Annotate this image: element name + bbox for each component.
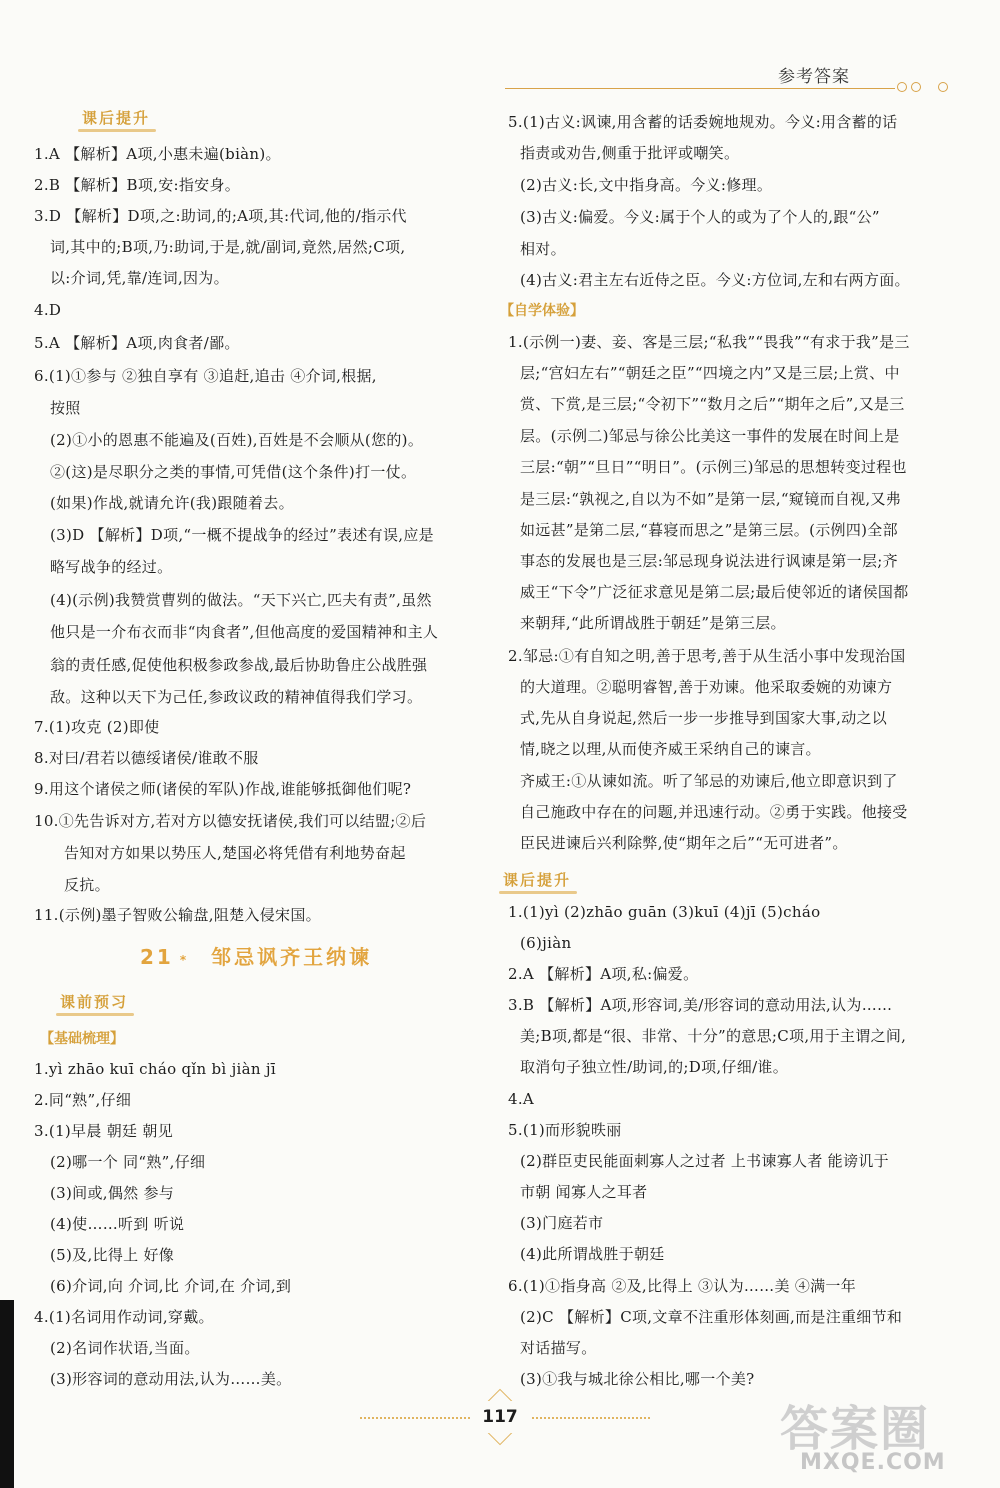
answer-line: 赏、下赏,是三层;“令初下”“数月之后”“期年之后”,又是三 [520,395,905,413]
answer-line: 略写战争的经过。 [50,558,173,576]
answer-line: (3)D 【解析】D项,“一概不提战争的经过”表述有误,应是 [50,526,434,544]
answer-line: 1.yì zhāo kuī cháo qǐn bì jiàn jī [34,1060,276,1078]
answer-line: (6)jiàn [520,934,572,952]
answer-line: 来朝拜,“此所谓战胜于朝廷”是第三层。 [520,614,786,632]
answer-line: (3)形容词的意动用法,认为……美。 [50,1370,292,1388]
header-label: 参考答案 [778,67,850,87]
answer-line: (2)群臣吏民能面刺寡人之过者 上书谏寡人者 能谤讥于 [520,1152,889,1170]
answer-line: (3)①我与城北徐公相比,哪一个美? [520,1370,755,1388]
answer-line: 6.(1)①参与 ②独自享有 ③追赶,追击 ④介词,根据, [34,367,377,385]
watermark [770,1390,995,1485]
answer-line: 6.(1)①指身高 ②及,比得上 ③认为……美 ④满一年 [508,1277,857,1295]
answer-line: 9.用这个诸侯之师(诸侯的军队)作战,谁能够抵御他们呢? [34,780,412,798]
section-heading-kehou: 课后提升 [82,107,150,128]
answer-line: 自己施政中存在的问题,并迅速行动。②勇于实践。他接受 [520,803,908,821]
answer-line: (2)①小的恩惠不能遍及(百姓),百姓是不会顺从(您的)。 [50,431,424,449]
header-rule [505,88,895,89]
answer-line: (如果)作战,就请允许(我)跟随着去。 [50,494,294,512]
section-heading-keqian: 课前预习 [60,991,128,1012]
answer-line: 威王“下令”广泛征求意见是第二层;最后使邻近的诸侯国都 [520,583,909,601]
answer-line: 1.A 【解析】A项,小惠未遍(biàn)。 [34,145,281,163]
answer-line: 5.A 【解析】A项,肉食者/鄙。 [34,334,240,352]
answer-line: 2.同“熟”,仔细 [34,1091,132,1109]
answer-line: 式,先从自身说起,然后一步一步推导到国家大事,动之以 [520,709,888,727]
watermark-url: MXQE.COM [800,1450,946,1475]
answer-line: (6)介词,向 介词,比 介词,在 介词,到 [50,1277,292,1295]
answer-line: 告知对方如果以势压人,楚国必将凭借有利地势奋起 [64,844,406,862]
answer-line: (2)哪一个 同“熟”,仔细 [50,1153,206,1171]
answer-line: 5.(1)而形貌昳丽 [508,1121,622,1139]
tag-zixue: 【自学体验】 [500,303,584,319]
answer-line: 3.B 【解析】A项,形容词,美/形容词的意动用法,认为…… [508,996,893,1014]
answer-line: (4)使……听到 听说 [50,1215,185,1233]
answer-line: 层;“宫妇左右”“朝廷之臣”“四境之内”又是三层;上赏、中 [520,364,900,382]
answer-line: (4)此所谓战胜于朝廷 [520,1245,665,1263]
answer-line: 词,其中的;B项,乃:助词,于是,就/副词,竟然,居然;C项, [50,238,406,256]
answer-line: 是三层:“孰视之,自以为不如”是第一层,“窥镜而自视,又弗 [520,490,902,508]
header-ornament-dot [897,82,907,92]
answer-line: 4.A [508,1090,535,1108]
answer-line: 取消句子独立性/助词,的;D项,仔细/谁。 [520,1058,789,1076]
answer-line: 按照 [50,399,81,417]
answer-line: (3)间或,偶然 参与 [50,1184,175,1202]
header-ornament-dot [911,82,921,92]
answer-line: 3.(1)早晨 朝廷 朝见 [34,1122,173,1140]
scan-edge-bar [0,1300,14,1488]
answer-line: 指责或劝告,侧重于批评或嘲笑。 [520,144,740,162]
answer-line: 以:介词,凭,靠/连词,因为。 [50,269,229,287]
answer-line: (4)古义:君主左右近侍之臣。今义:方位词,左和右两方面。 [520,271,910,289]
answer-line: 反抗。 [64,876,110,894]
section-heading-kehou-2: 课后提升 [503,869,571,890]
answer-line: 相对。 [520,240,566,258]
answer-line: 5.(1)古义:讽谏,用含蓄的话委婉地规劝。今义:用含蓄的话 [508,113,898,131]
header-ornament-dot [938,82,948,92]
lesson-title: 21 * 邹忌讽齐王纳谏 [140,945,373,969]
answer-line: 2.B 【解析】B项,安:指安身。 [34,176,241,194]
answer-line: 他只是一介布衣而非“肉食者”,但他高度的爱国精神和主人 [50,623,439,641]
answer-line: ②(这)是尽职分之类的事情,可凭借(这个条件)打一仗。 [50,463,417,481]
answer-line: 敌。这种以天下为己任,参政议政的精神值得我们学习。 [50,688,423,706]
answer-line: 10.①先告诉对方,若对方以德安抚诸侯,我们可以结盟;②后 [34,812,427,830]
answer-line: 的大道理。②聪明睿智,善于劝谏。他采取委婉的劝谏方 [520,678,893,696]
answer-line: 8.对曰/君若以德绥诸侯/谁敢不服 [34,749,259,767]
answer-line: 翁的责任感,促使他积极参政参战,最后协助鲁庄公战胜强 [50,656,428,674]
answer-line: (2)C 【解析】C项,文章不注重形体刻画,而是注重细节和 [520,1308,903,1326]
page-number: 117 [470,1401,530,1433]
answer-line: (4)(示例)我赞赏曹刿的做法。“天下兴亡,匹夫有责”,虽然 [50,591,432,609]
answer-line: 美;B项,都是“很、非常、十分”的意思;C项,用于主谓之间, [520,1027,907,1045]
answer-line: 三层:“朝”“旦日”“明日”。(示例三)邹忌的思想转变过程也 [520,458,907,476]
answer-line: 对话描写。 [520,1339,597,1357]
answer-line: (5)及,比得上 好像 [50,1246,175,1264]
answer-line: 4.D [34,301,62,319]
answer-line: 齐威王:①从谏如流。听了邹忌的劝谏后,他立即意识到了 [520,772,898,790]
answer-line: 2.邹忌:①有自知之明,善于思考,善于从生活小事中发现治国 [508,647,906,665]
answer-line: 情,晓之以理,从而使齐威王采纳自己的谏言。 [520,740,821,758]
answer-line: (2)古义:长,文中指身高。今义:修理。 [520,176,773,194]
answer-line: 3.D 【解析】D项,之:助词,的;A项,其:代词,他的/指示代 [34,207,407,225]
answer-line: 4.(1)名词用作动词,穿戴。 [34,1308,214,1326]
answer-line: 事态的发展也是三层:邹忌现身说法进行讽谏是第一层;齐 [520,552,898,570]
answer-line: 11.(示例)墨子智败公输盘,阻楚入侵宋国。 [34,906,321,924]
answer-line: 臣民进谏后兴利除弊,使“期年之后”“无可进者”。 [520,834,848,852]
watermark-logo: 答案圈 [780,1401,931,1457]
answer-line: (2)名词作状语,当面。 [50,1339,200,1357]
answer-line: 层。(示例二)邹忌与徐公比美这一事件的发展在时间上是 [520,427,900,445]
answer-line: 7.(1)攻克 (2)即使 [34,718,160,736]
tag-jichu: 【基础梳理】 [40,1031,124,1047]
answer-line: 1.(示例一)妻、妾、客是三层;“私我”“畏我”“有求于我”是三 [508,333,910,351]
answer-line: (3)门庭若市 [520,1214,604,1232]
answer-line: (3)古义:偏爱。今义:属于个人的或为了个人的,跟“公” [520,208,880,226]
answer-line: 如远甚”是第二层,“暮寝而思之”是第三层。(示例四)全部 [520,521,898,539]
answer-line: 1.(1)yì (2)zhāo guān (3)kuī (4)jī (5)cháo [508,903,821,921]
answer-line: 2.A 【解析】A项,私:偏爱。 [508,965,699,983]
answer-line: 市朝 闻寡人之耳者 [520,1183,648,1201]
